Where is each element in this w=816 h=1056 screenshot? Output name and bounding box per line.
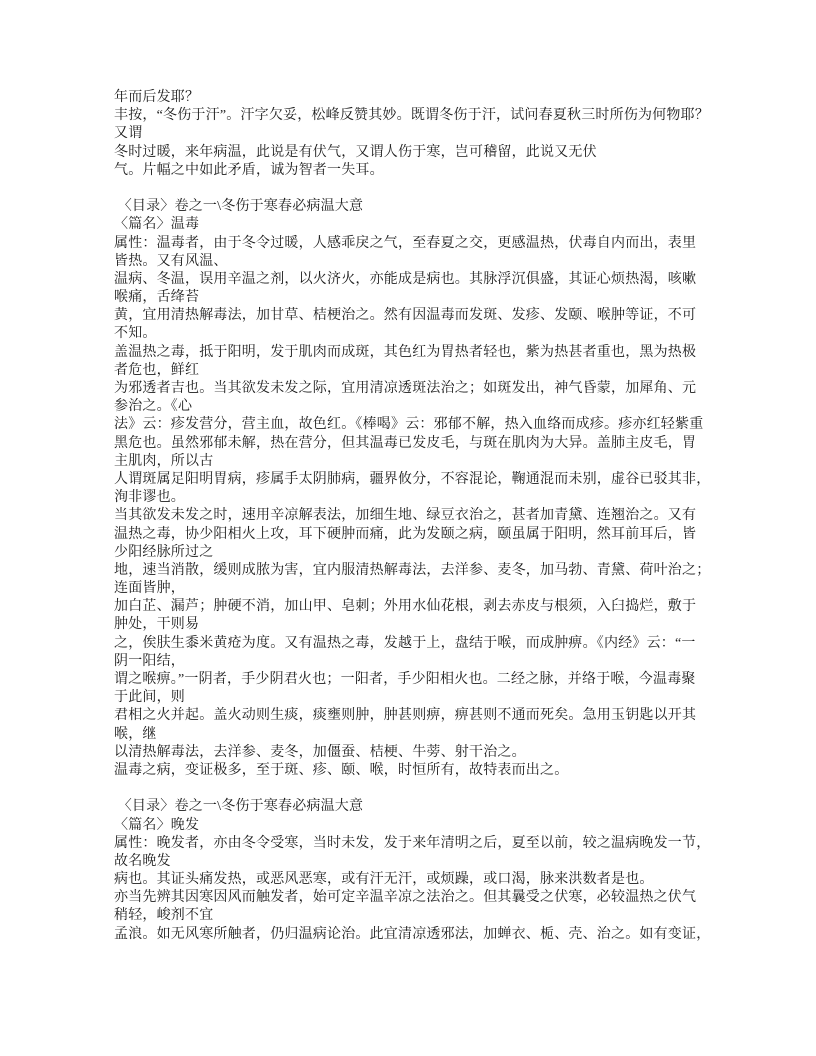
text-line: 阴一阳结， — [114, 653, 185, 669]
text-line: 年而后发耶？ — [114, 90, 200, 105]
document-text-block — [114, 89, 714, 944]
text-line: 属性：晚发者，亦由冬令受寒，当时未发，发于来年清明之后，夏至以前，较之温病晚发一节， — [114, 835, 711, 851]
text-line: 温病、冬温，误用辛温之剂，以火济火，亦能成是病也。其脉浮沉俱盛，其证心烦热渴，咳嗽 — [114, 271, 697, 287]
text-line: 人谓斑属足阳明胃病，疹属手太阴肺病，疆界攸分，不容混论，鞠通混而未别，虚谷已驳其非， — [114, 471, 711, 487]
text-line: 君相之火并起。盖火动则生痰，痰壅则肿，肿甚则痹，痹甚则不通而死矣。急用玉钥匙以开其 — [114, 708, 697, 724]
text-line: 〈篇名〉温毒 — [114, 217, 200, 233]
text-line: 气。片幅之中如此矛盾，诚为智者一失耳。 — [114, 162, 384, 178]
text-line: 属性：温毒者，由于冬令过暖，人感乖戾之气，至春夏之交，更感温热，伏毒自内而出，表里 — [114, 235, 697, 251]
text-line: 加白芷、漏芦；肿硬不消，加山甲、皂刺；外用水仙花根，剥去赤皮与根须，入臼捣烂，敷于 — [114, 599, 697, 615]
text-line: 地，速当消散，缓则成脓为害，宜内服清热解毒法，去洋参、麦冬，加马勃、青黛、荷叶治之； — [114, 562, 711, 578]
text-line: 不知。 — [114, 326, 157, 342]
text-line: 故名晚发 — [114, 853, 171, 869]
text-line: 〈目录〉卷之一\冬伤于寒春必病温大意 — [114, 799, 364, 815]
text-line: 稍轻，峻剂不宜 — [114, 908, 214, 924]
text-line: 洵非谬也。 — [114, 490, 185, 506]
text-line: 亦当先辨其因寒因风而触发者，始可定辛温辛凉之法治之。但其曩受之伏寒，必较温热之伏气 — [114, 890, 697, 906]
text-line: 法》云：疹发营分，营主血，故色红。《棒喝》云：邪郁不解，热入血络而成疹。疹亦红轻紫重 — [114, 417, 704, 433]
text-line: 于此间，则 — [114, 690, 185, 706]
text-line: 温毒之病，变证极多，至于斑、疹、颐、喉，时恒所有，故特表而出之。 — [114, 762, 569, 778]
text-line — [114, 180, 714, 198]
text-line: 皆热。又有风温、 — [114, 253, 228, 269]
text-line: 孟浪。如无风寒所触者，仍归温病论治。此宜清凉透邪法，加蝉衣、栀、壳、治之。如有变证， — [114, 926, 711, 942]
text-line: 又谓 — [114, 126, 143, 142]
text-line: 〈目录〉卷之一\冬伤于寒春必病温大意 — [114, 199, 364, 215]
text-line: 盖温热之毒，抵于阳明，发于肌肉而成斑，其色红为胃热者轻也，紫为热甚者重也，黑为热极 — [114, 344, 697, 360]
text-line: 病也。其证头痛发热，或恶风恶寒，或有汗无汗，或烦躁，或口渴，脉来洪数者是也。 — [114, 872, 654, 888]
text-line: 当其欲发未发之时，速用辛凉解表法，加细生地、绿豆衣治之，甚者加青黛、连翘治之。又有 — [114, 508, 697, 524]
text-line: 肿处，干则易 — [114, 617, 200, 633]
text-line: 丰按，“冬伤于汗”。汗字欠妥，松峰反赞其妙。既谓冬伤于汗，试问春夏秋三时所伤为何物耶？ — [114, 108, 710, 124]
text-line: 连面皆肿， — [114, 581, 185, 597]
text-line: 〈篇名〉晚发 — [114, 817, 200, 833]
text-line: 喉痛，舌绛苔 — [114, 290, 200, 306]
text-line: 谓之喉痹。”一阴者，手少阴君火也；一阳者，手少阳相火也。二经之脉，并络于喉，今温毒聚 — [114, 672, 696, 687]
text-line: 者危也，鲜红 — [114, 362, 200, 378]
text-line: 为邪透者吉也。当其欲发未发之际，宜用清凉透斑法治之；如斑发出，神气昏蒙，加犀角、元 — [114, 381, 697, 396]
text-line: 温热之毒，协少阳相火上攻，耳下硬肿而痛，此为发颐之病，颐虽属于阳明，然耳前耳后，皆 — [114, 526, 697, 542]
text-line: 以清热解毒法，去洋参、麦冬，加僵蚕、桔梗、牛蒡、射干治之。 — [114, 744, 526, 760]
text-line: 黑危也。虽然邪郁未解，热在营分，但其温毒已发皮毛，与斑在肌肉为大异。盖肺主皮毛，胃 — [114, 435, 697, 451]
text-line: 参治之。《心 — [114, 399, 193, 415]
text-line: 冬时过暖，来年病温，此说是有伏气，又谓人伤于寒，岂可稽留，此说又无伏 — [114, 144, 597, 160]
text-line: 少阳经脉所过之 — [114, 544, 214, 560]
text-line: 主肌肉，所以古 — [114, 453, 214, 469]
text-line — [114, 780, 714, 798]
text-line: 之，俟肤生黍米黄疮为度。又有温热之毒，发越于上，盘结于喉，而成肿痹。《内经》云：“一 — [114, 635, 696, 651]
text-line: 喉，继 — [114, 726, 157, 742]
text-line: 黄，宜用清热解毒法，加甘草、桔梗治之。然有因温毒而发斑、发疹、发颐、喉肿等证，不可 — [114, 308, 697, 324]
